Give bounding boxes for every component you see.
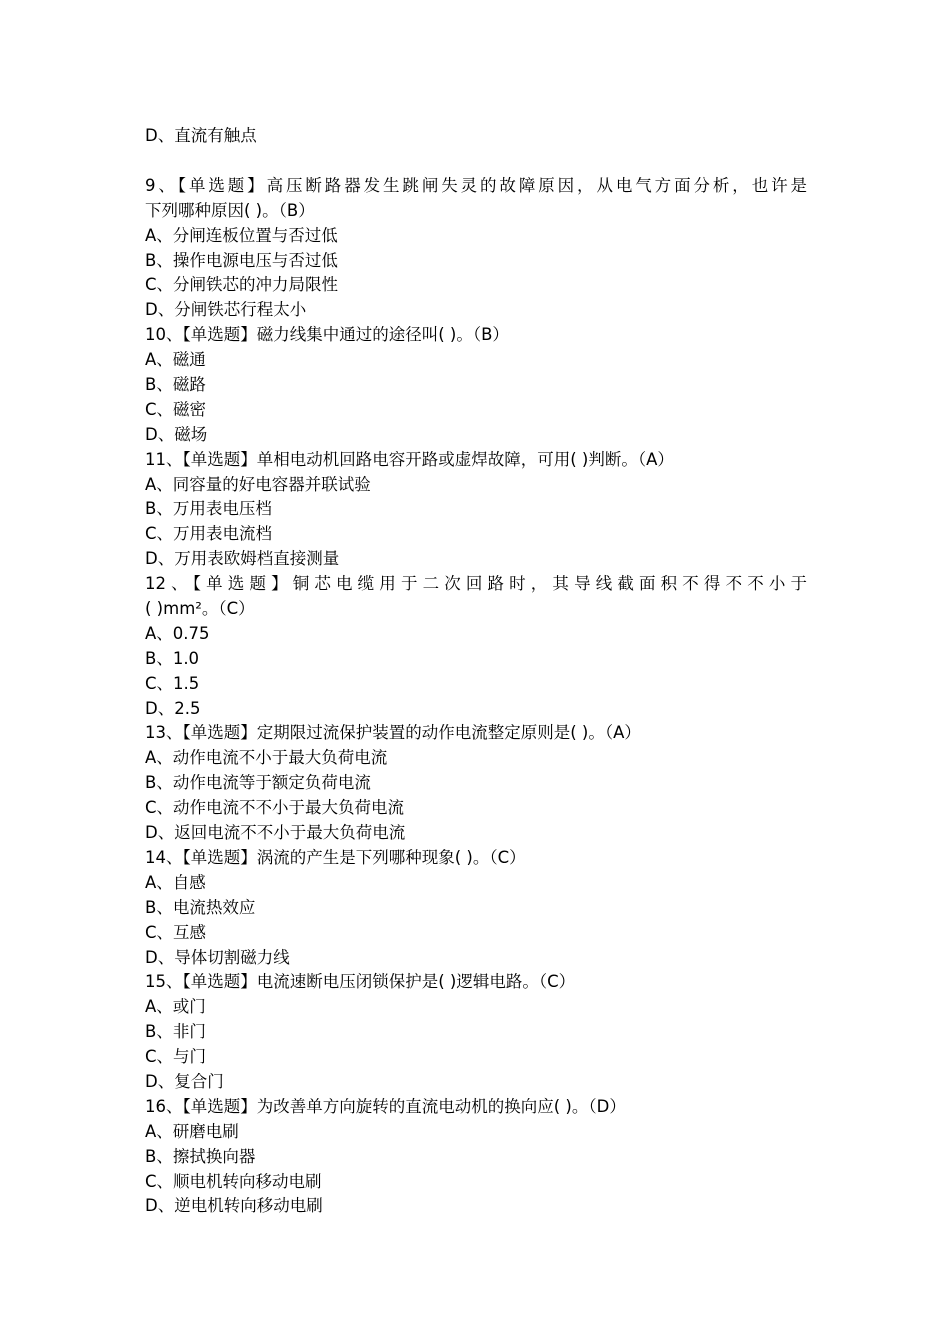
question-9-stem-line-1: 9、【单选题】高压断路器发生跳闸失灵的故障原因，从电气方面分析，也许是 xyxy=(145,175,807,195)
question-11-option-a: A、同容量的好电容器并联试验 xyxy=(145,474,371,494)
question-15-stem: 15、【单选题】电流速断电压闭锁保护是( )逻辑电路。（C） xyxy=(145,972,576,992)
question-12-stem-line-2: ( )mm²。（C） xyxy=(145,599,255,619)
question-14-option-c: C、互感 xyxy=(145,922,207,942)
blank-line xyxy=(145,149,807,174)
question-16-stem: 16、【单选题】为改善单方向旋转的直流电动机的换向应( )。（D） xyxy=(145,1096,626,1116)
question-13-option-c: C、动作电流不不小于最大负荷电流 xyxy=(145,798,405,818)
question-11-option-b: B、万用表电压档 xyxy=(145,499,272,519)
question-16-option-a: A、研磨电刷 xyxy=(145,1121,239,1141)
question-9-option-a: A、分闸连板位置与否过低 xyxy=(145,225,338,245)
question-13-stem: 13、【单选题】定期限过流保护装置的动作电流整定原则是( )。（A） xyxy=(145,723,641,743)
question-11-option-c: C、万用表电流档 xyxy=(145,524,273,544)
question-15-option-b: B、非门 xyxy=(145,1022,206,1042)
question-13-option-b: B、动作电流等于额定负荷电流 xyxy=(145,773,371,793)
question-13-option-d: D、返回电流不不小于最大负荷电流 xyxy=(145,823,406,843)
question-10-option-c: C、磁密 xyxy=(145,399,207,419)
question-14-stem: 14、【单选题】涡流的产生是下列哪种现象( )。（C） xyxy=(145,847,526,867)
question-15-option-c: C、与门 xyxy=(145,1047,207,1067)
question-9-stem-line-2: 下列哪种原因( )。（B） xyxy=(145,200,315,220)
question-12-option-a: A、0.75 xyxy=(145,623,210,643)
question-9-option-d: D、分闸铁芯行程太小 xyxy=(145,300,307,320)
question-13-option-a: A、动作电流不小于最大负荷电流 xyxy=(145,748,388,768)
question-15-option-a: A、或门 xyxy=(145,997,206,1017)
question-12-option-c: C、1.5 xyxy=(145,673,200,693)
question-10-option-d: D、磁场 xyxy=(145,424,208,444)
question-12-option-b: B、1.0 xyxy=(145,648,200,668)
question-16-option-c: C、顺电机转向移动电刷 xyxy=(145,1171,322,1191)
question-10-stem: 10、【单选题】磁力线集中通过的途径叫( )。（B） xyxy=(145,325,509,345)
question-11-option-d: D、万用表欧姆档直接测量 xyxy=(145,549,340,569)
question-14-option-b: B、电流热效应 xyxy=(145,897,256,917)
document-body xyxy=(145,124,807,1219)
prev-question-option-d: D、直流有触点 xyxy=(145,126,257,145)
question-11-stem: 11、【单选题】单相电动机回路电容开路或虚焊故障，可用( )判断。（A） xyxy=(145,449,674,469)
question-9-option-c: C、分闸铁芯的冲力局限性 xyxy=(145,275,339,295)
question-16-option-b: B、擦拭换向器 xyxy=(145,1146,256,1166)
question-10-option-a: A、磁通 xyxy=(145,350,206,370)
question-14-option-a: A、自感 xyxy=(145,872,206,892)
question-10-option-b: B、磁路 xyxy=(145,375,206,395)
question-14-option-d: D、导体切割磁力线 xyxy=(145,947,290,967)
question-16-option-d: D、逆电机转向移动电刷 xyxy=(145,1196,323,1216)
question-12-option-d: D、2.5 xyxy=(145,698,201,718)
question-15-option-d: D、复合门 xyxy=(145,1071,224,1091)
question-12-stem-line-1: 12、【单选题】铜芯电缆用于二次回路时，其导线截面积不得不不小于 xyxy=(145,574,807,594)
question-9-option-b: B、操作电源电压与否过低 xyxy=(145,250,338,270)
